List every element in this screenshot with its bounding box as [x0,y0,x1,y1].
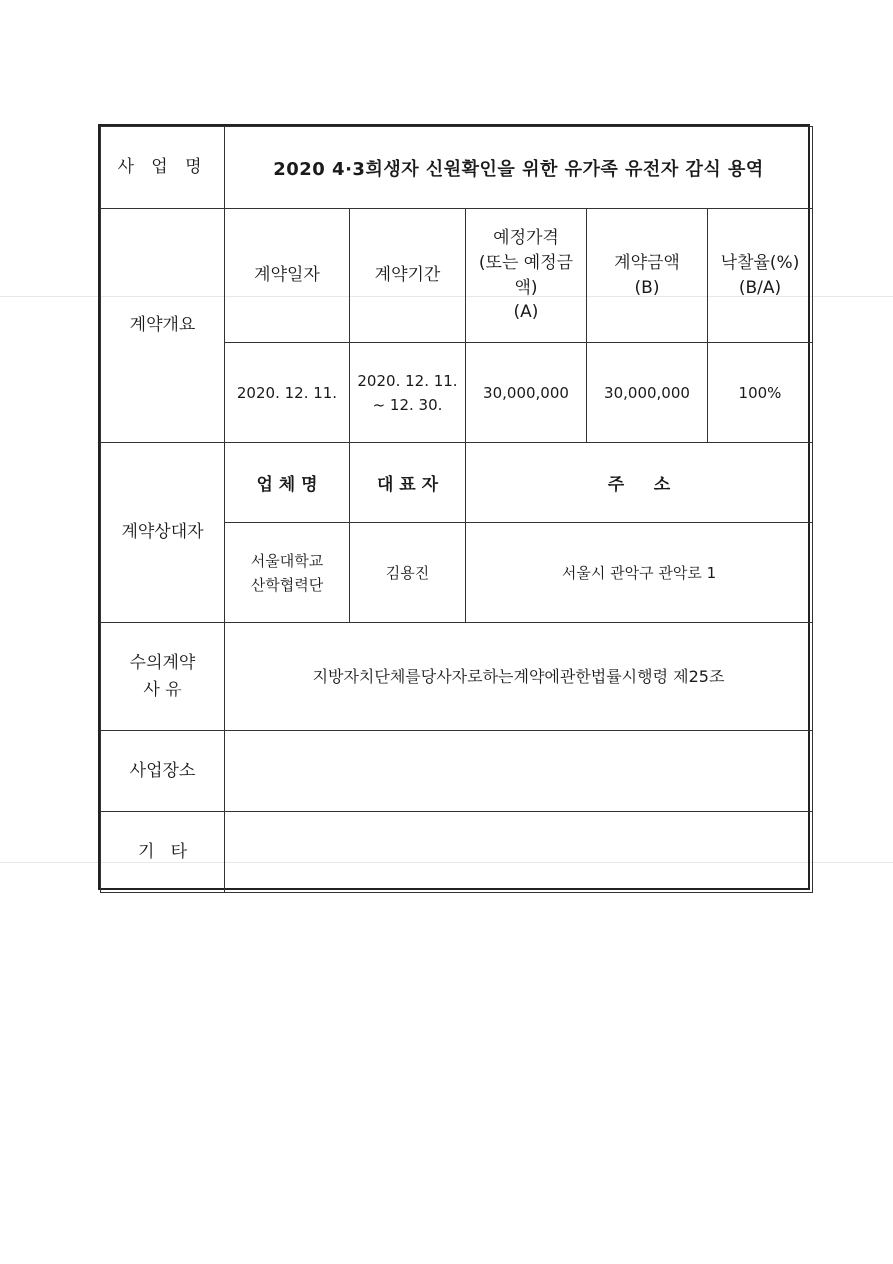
project-row [101,127,813,209]
project-label: 사 업 명 [101,127,225,209]
reason-value: 지방자치단체를당사자로하는계약에관한법률시행령 제25조 [225,623,813,731]
header-award-rate: 낙찰율(%) (B/A) [708,209,813,343]
header-address: 주 소 [466,443,813,523]
representative: 김용진 [350,523,466,623]
reason-label: 수의계약 사 유 [101,623,225,731]
other-value [225,812,813,893]
other-label: 기 타 [101,812,225,893]
contract-period: 2020. 12. 11. ~ 12. 30. [350,343,466,443]
contract-info-table [100,126,813,893]
location-row [101,731,813,812]
award-rate: 100% [708,343,813,443]
header-estimated-price: 예정가격 (또는 예정금액) (A) [466,209,587,343]
project-title: 2020 4·3희생자 신원확인을 위한 유가족 유전자 감식 용역 [225,127,813,209]
location-value [225,731,813,812]
reason-row [101,623,813,731]
contract-info-sheet [98,124,810,890]
header-company-name: 업 체 명 [225,443,350,523]
header-contract-period: 계약기간 [350,209,466,343]
estimated-price: 30,000,000 [466,343,587,443]
address: 서울시 관악구 관악로 1 [466,523,813,623]
location-label: 사업장소 [101,731,225,812]
overview-header-row [101,209,813,343]
company-name: 서울대학교 산학협력단 [225,523,350,623]
other-row [101,812,813,893]
contract-amount: 30,000,000 [587,343,708,443]
counterparty-header-row [101,443,813,523]
header-contract-date: 계약일자 [225,209,350,343]
counterparty-label: 계약상대자 [101,443,225,623]
header-contract-amount: 계약금액 (B) [587,209,708,343]
overview-label: 계약개요 [101,209,225,443]
header-representative: 대 표 자 [350,443,466,523]
contract-date: 2020. 12. 11. [225,343,350,443]
